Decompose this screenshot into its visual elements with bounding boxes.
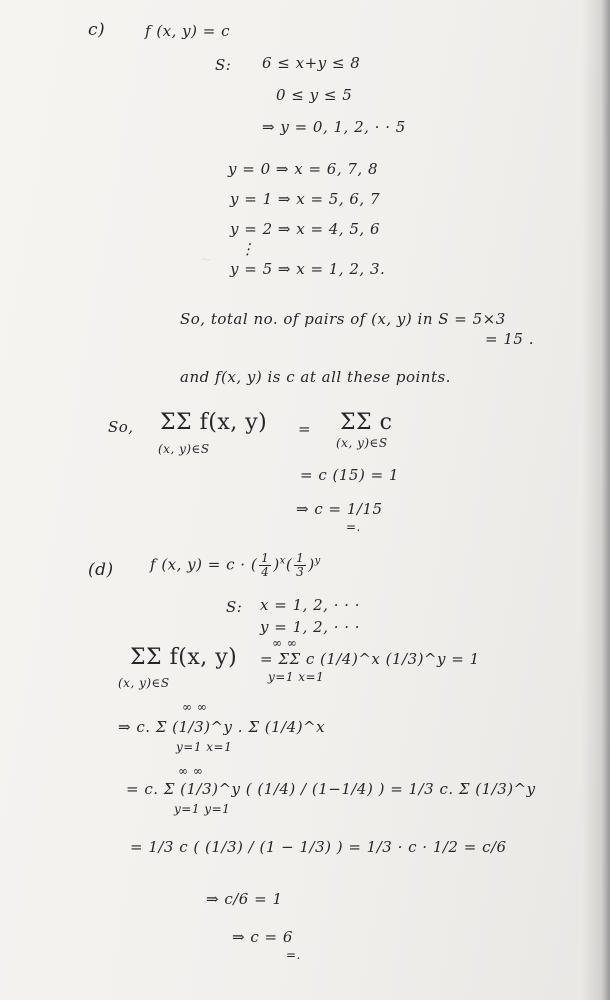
part-d-sum-left-sub: (x, y)∈S [118, 676, 170, 690]
part-d-line2: ⇒ c. Σ (1/3)^y . Σ (1/4)^x [118, 718, 326, 736]
part-c-constant-note: and f(x, y) is c at all these points. [180, 368, 451, 386]
part-c-step2-mark: =. [346, 520, 361, 534]
part-c-case-y1: y = 1 ⇒ x = 5, 6, 7 [230, 190, 380, 208]
bleed-through: ~ [200, 250, 213, 268]
part-d-heading: (d) [88, 560, 114, 580]
part-c-case-y2: y = 2 ⇒ x = 4, 5, 6 [230, 220, 380, 238]
part-d-line3-top: ∞ ∞ [178, 764, 204, 778]
part-c-case-y5: y = 5 ⇒ x = 1, 2, 3. [230, 260, 386, 278]
part-d-function-def-prefix: f (x, y) = c · [150, 555, 251, 574]
part-c-step1: = c (15) = 1 [300, 466, 399, 484]
part-c-set-label: S: [215, 56, 232, 74]
page-edge-shadow [582, 0, 610, 1000]
part-d-sum-mid: = ΣΣ c (1/4)^x (1/3)^y = 1 [260, 650, 480, 668]
part-d-set-x: x = 1, 2, · · · [260, 596, 361, 614]
part-c-function-def: f (x, y) = c [145, 22, 230, 40]
part-c-constraint1: 6 ≤ x+y ≤ 8 [262, 54, 361, 72]
part-d-sum-mid-sub: y=1 x=1 [268, 670, 325, 684]
part-c-heading: c) [88, 20, 106, 40]
part-c-sum-left-sub: (x, y)∈S [158, 442, 210, 456]
exponent-x: x [279, 555, 286, 567]
part-c-total-pairs: So, total no. of pairs of (x, y) in S = 5×3 [180, 310, 506, 328]
part-d-set-y: y = 1, 2, · · · [260, 618, 361, 636]
part-c-so-label: So, [108, 418, 134, 436]
part-d-sum-mid-top: ∞ ∞ [272, 636, 298, 650]
part-c-sum-right-sub: (x, y)∈S [336, 436, 388, 450]
part-d-line3: = c. Σ (1/3)^y ( (1/4) / (1−1/4) ) = 1/3 c. Σ (1/3)^y [126, 780, 536, 798]
part-c-case-y0: y = 0 ⇒ x = 6, 7, 8 [228, 160, 378, 178]
exponent-y: y [314, 555, 321, 567]
part-c-step2: ⇒ c = 1/15 [296, 500, 383, 518]
part-d-function-def: f (x, y) = c · ( $\frac{1}{4}$ )$^x$( $\frac{1}{3}$ )$^y$ [150, 551, 321, 579]
part-c-total-result: = 15 . [485, 330, 534, 348]
frac-one-fourth: $\frac{1}{4}$ [261, 551, 270, 579]
part-c-sum-eq: = [298, 420, 312, 438]
part-c-sum-right: ΣΣ c [340, 410, 393, 435]
frac-one-third: $\frac{1}{3}$ [296, 551, 305, 579]
part-d-line2-top: ∞ ∞ [182, 700, 208, 714]
part-d-line2-sub: y=1 x=1 [176, 740, 233, 754]
part-d-line6-mark: =. [286, 948, 301, 962]
part-d-line6: ⇒ c = 6 [232, 928, 293, 946]
part-c-sum-left: ΣΣ f(x, y) [160, 410, 268, 435]
part-c-constraint2: 0 ≤ y ≤ 5 [276, 86, 353, 104]
part-d-sum-left: ΣΣ f(x, y) [130, 645, 238, 670]
part-d-line4: = 1/3 c ( (1/3) / (1 − 1/3) ) = 1/3 · c · 1/2 = c/6 [130, 838, 507, 856]
part-d-set-label: S: [226, 598, 243, 616]
part-d-line5: ⇒ c/6 = 1 [206, 890, 283, 908]
part-c-case-ellipsis: ⋮ [240, 240, 256, 258]
part-c-y-values: ⇒ y = 0, 1, 2, · · 5 [262, 118, 406, 136]
part-d-line3-sub: y=1 y=1 [174, 802, 231, 816]
